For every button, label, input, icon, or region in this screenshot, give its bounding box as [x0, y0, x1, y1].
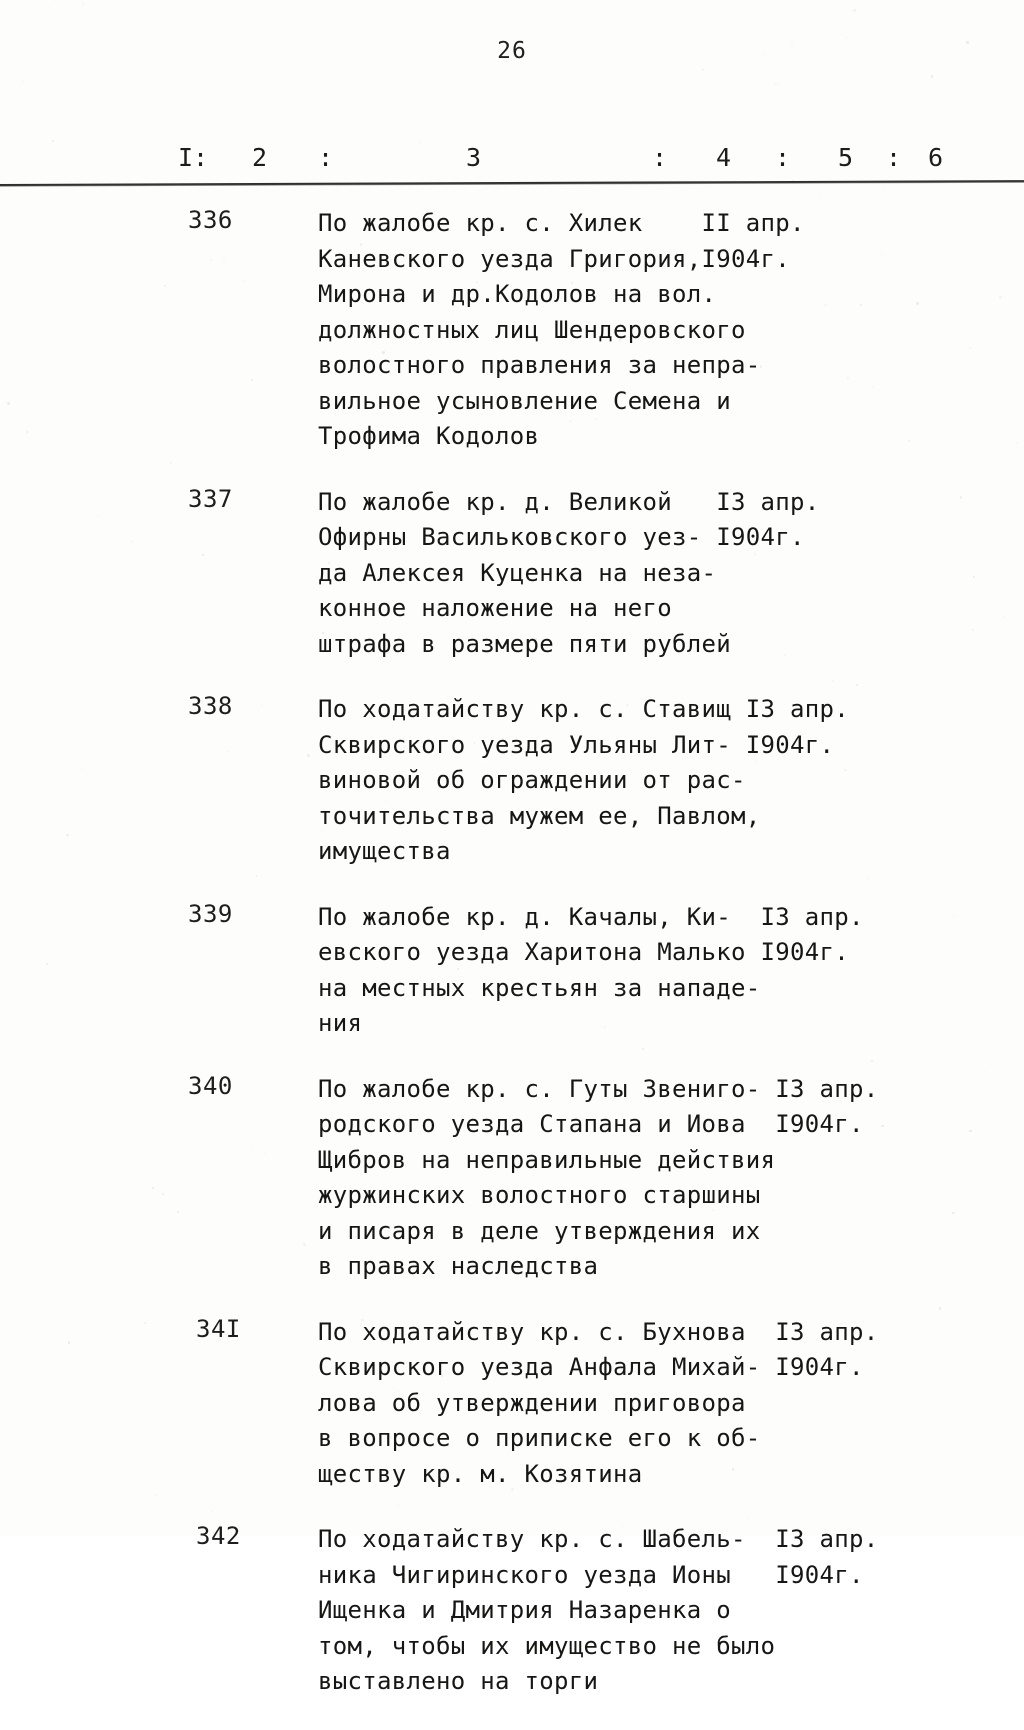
entry-text-line: имущества: [318, 837, 451, 865]
entry-text: [318, 206, 805, 455]
entry-text-line: журжинских волостного старшины: [318, 1181, 761, 1209]
entry-text-line: Офирны Васильковского уез- I904г.: [318, 523, 805, 551]
entry-text-line: Мирона и др.Кодолов на вол.: [318, 280, 717, 308]
header-divider-rule: [0, 180, 1024, 187]
entry-text-line: ния: [318, 1009, 363, 1037]
column-header-2: 2: [252, 143, 268, 172]
page-number: 26: [497, 38, 527, 64]
entry-text-line: ществу кр. м. Козятина: [318, 1459, 643, 1488]
entry-number: 338: [188, 692, 233, 720]
column-header-6: 6: [928, 143, 944, 172]
entry-text-line: в вопросе о приписке его к об-: [318, 1424, 761, 1452]
entry-text: [318, 900, 864, 1042]
column-header-separator-4: :: [886, 143, 902, 172]
entry-text-line: да Алексея Куценка на неза-: [318, 558, 717, 587]
entry-text: [318, 1315, 878, 1493]
entry-text-line: вильное усыновление Семена и: [318, 386, 731, 415]
entry-text-line: Сквирского уезда Анфала Михай- I904г.: [318, 1353, 864, 1381]
entry-list: [0, 206, 1024, 1730]
entry-text-line: По ходатайству кр. с. Ставищ I3 апр.: [318, 695, 849, 723]
inventory-entry: [0, 900, 1024, 1072]
column-header-row: [0, 143, 1024, 177]
entry-text-line: том, чтобы их имущество не было: [318, 1631, 776, 1660]
entry-text-line: ника Чигиринского уезда Ионы I904г.: [318, 1560, 864, 1589]
inventory-entry: [0, 485, 1024, 693]
entry-text-line: По ходатайству кр. с. Шабель- I3 апр.: [318, 1525, 879, 1553]
entry-text-line: По ходатайству кр. с. Бухнова I3 апр.: [318, 1317, 879, 1346]
entry-text: [318, 692, 849, 870]
entry-text-line: волостного правления за непра-: [318, 351, 761, 379]
column-header-5: 5: [838, 143, 854, 172]
entry-text-line: Каневского уезда Григория,I904г.: [318, 244, 790, 273]
inventory-entry: [0, 1522, 1024, 1730]
entry-number: 339: [188, 899, 233, 928]
column-header-3: 3: [466, 143, 482, 172]
entry-number: 34I: [196, 1314, 241, 1343]
column-header-separator-1: :: [318, 143, 334, 172]
entry-number: 342: [196, 1522, 241, 1550]
entry-number: 340: [188, 1071, 233, 1100]
entry-text-line: По жалобе кр. д. Качалы, Ки- I3 апр.: [318, 902, 864, 931]
entry-text-line: точительства мужем ее, Павлом,: [318, 801, 761, 830]
entry-number: 337: [188, 484, 233, 513]
entry-text-line: конное наложение на него: [318, 594, 672, 622]
inventory-entry: [0, 692, 1024, 900]
inventory-entry: [0, 1315, 1024, 1523]
entry-text-line: По жалобе кр. с. Хилек II апр.: [318, 209, 805, 237]
column-header-separator-3: :: [775, 143, 791, 172]
entry-text-line: родского уезда Стапана и Иова I904г.: [318, 1110, 864, 1138]
entry-text-line: евского уезда Харитона Малько I904г.: [318, 938, 849, 966]
entry-text: [318, 1072, 878, 1285]
entry-text-line: в правах наследства: [318, 1252, 599, 1280]
entry-text-line: штрафа в размере пяти рублей: [318, 629, 731, 658]
inventory-entry: [0, 206, 1024, 485]
entry-text-line: лова об утверждении приговора: [318, 1388, 746, 1417]
entry-text-line: Трофима Кодолов: [318, 422, 540, 450]
entry-text: [318, 1522, 878, 1700]
entry-number: 336: [188, 206, 233, 234]
entry-text-line: По жалобе кр. с. Гуты Звениго- I3 апр.: [318, 1074, 879, 1103]
column-header-1: I:: [178, 143, 209, 172]
entry-text-line: По жалобе кр. д. Великой I3 апр.: [318, 487, 820, 516]
column-header-separator-2: :: [652, 143, 668, 172]
column-header-4: 4: [716, 143, 732, 172]
entry-text-line: Сквирского уезда Ульяны Лит- I904г.: [318, 730, 835, 759]
entry-text-line: должностных лиц Шендеровского: [318, 315, 746, 344]
entry-text-line: на местных крестьян за нападе-: [318, 973, 761, 1002]
entry-text-line: выставлено на торги: [318, 1667, 599, 1695]
entry-text-line: и писаря в деле утверждения их: [318, 1216, 761, 1245]
entry-text-line: Щибров на неправильные действия: [318, 1145, 776, 1174]
inventory-entry: [0, 1072, 1024, 1315]
entry-text-line: виновой об ограждении от рас-: [318, 766, 746, 794]
entry-text: [318, 485, 819, 663]
entry-text-line: Ищенка и Дмитрия Назаренка о: [318, 1596, 731, 1624]
